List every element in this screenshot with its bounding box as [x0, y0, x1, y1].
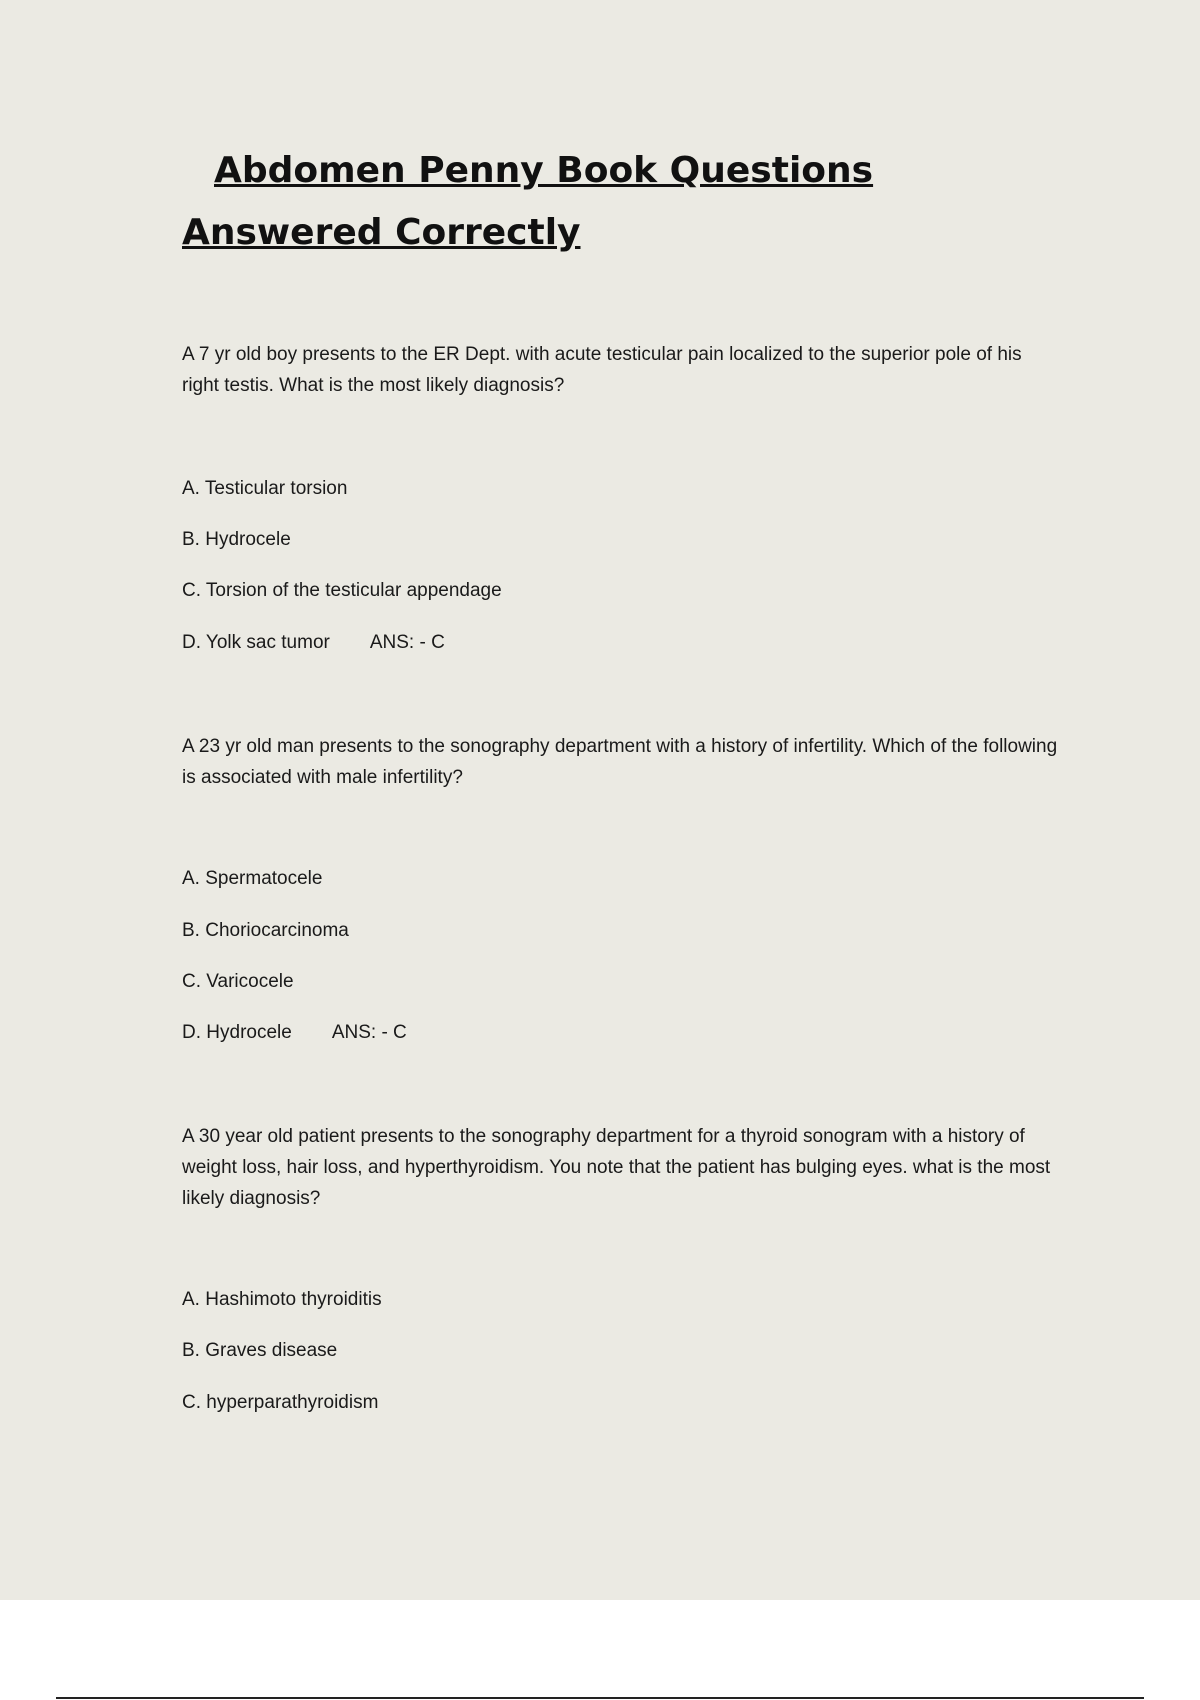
- option-d: D. Yolk sac tumor: [182, 632, 330, 653]
- option-c: C. Torsion of the testicular appendage: [182, 580, 502, 601]
- option-c: C. hyperparathyroidism: [182, 1392, 379, 1413]
- option-b: B. Hydrocele: [182, 529, 291, 550]
- question-text: A 7 yr old boy presents to the ER Dept. with acute testicular pain localized to the superior pole of his right testis. What is the most likely diagnosis?: [182, 344, 1022, 396]
- question-3: [182, 1121, 1062, 1413]
- question-1: [182, 339, 1062, 653]
- option-d: D. Hydrocele: [182, 1022, 292, 1043]
- option-a: A. Spermatocele: [182, 868, 323, 889]
- option-a: A. Hashimoto thyroiditis: [182, 1289, 382, 1310]
- option-d-row: [182, 1021, 407, 1045]
- page-title: Abdomen Penny Book Questions Answered Correctly: [182, 150, 874, 253]
- option-b: B. Choriocarcinoma: [182, 920, 349, 941]
- question-2: [182, 731, 1062, 1043]
- option-b: B. Graves disease: [182, 1340, 338, 1361]
- answer-label: ANS: - C: [331, 1022, 407, 1043]
- option-a: A. Testicular torsion: [182, 478, 348, 499]
- option-c: C. Varicocele: [182, 971, 294, 992]
- option-d-row: [182, 631, 445, 655]
- question-text: A 23 yr old man presents to the sonography department with a history of infertility. Which of the following is associated with male infertility?: [182, 736, 1058, 788]
- question-text: A 30 year old patient presents to the sonography department for a thyroid sonogram with a history of weight loss, hair loss, and hyperthyroidism. You note that the patient has bulging eyes. what is the most likely diagnosis?: [182, 1126, 1051, 1209]
- footer-divider: [56, 1697, 1144, 1699]
- answer-label: ANS: - C: [369, 632, 445, 653]
